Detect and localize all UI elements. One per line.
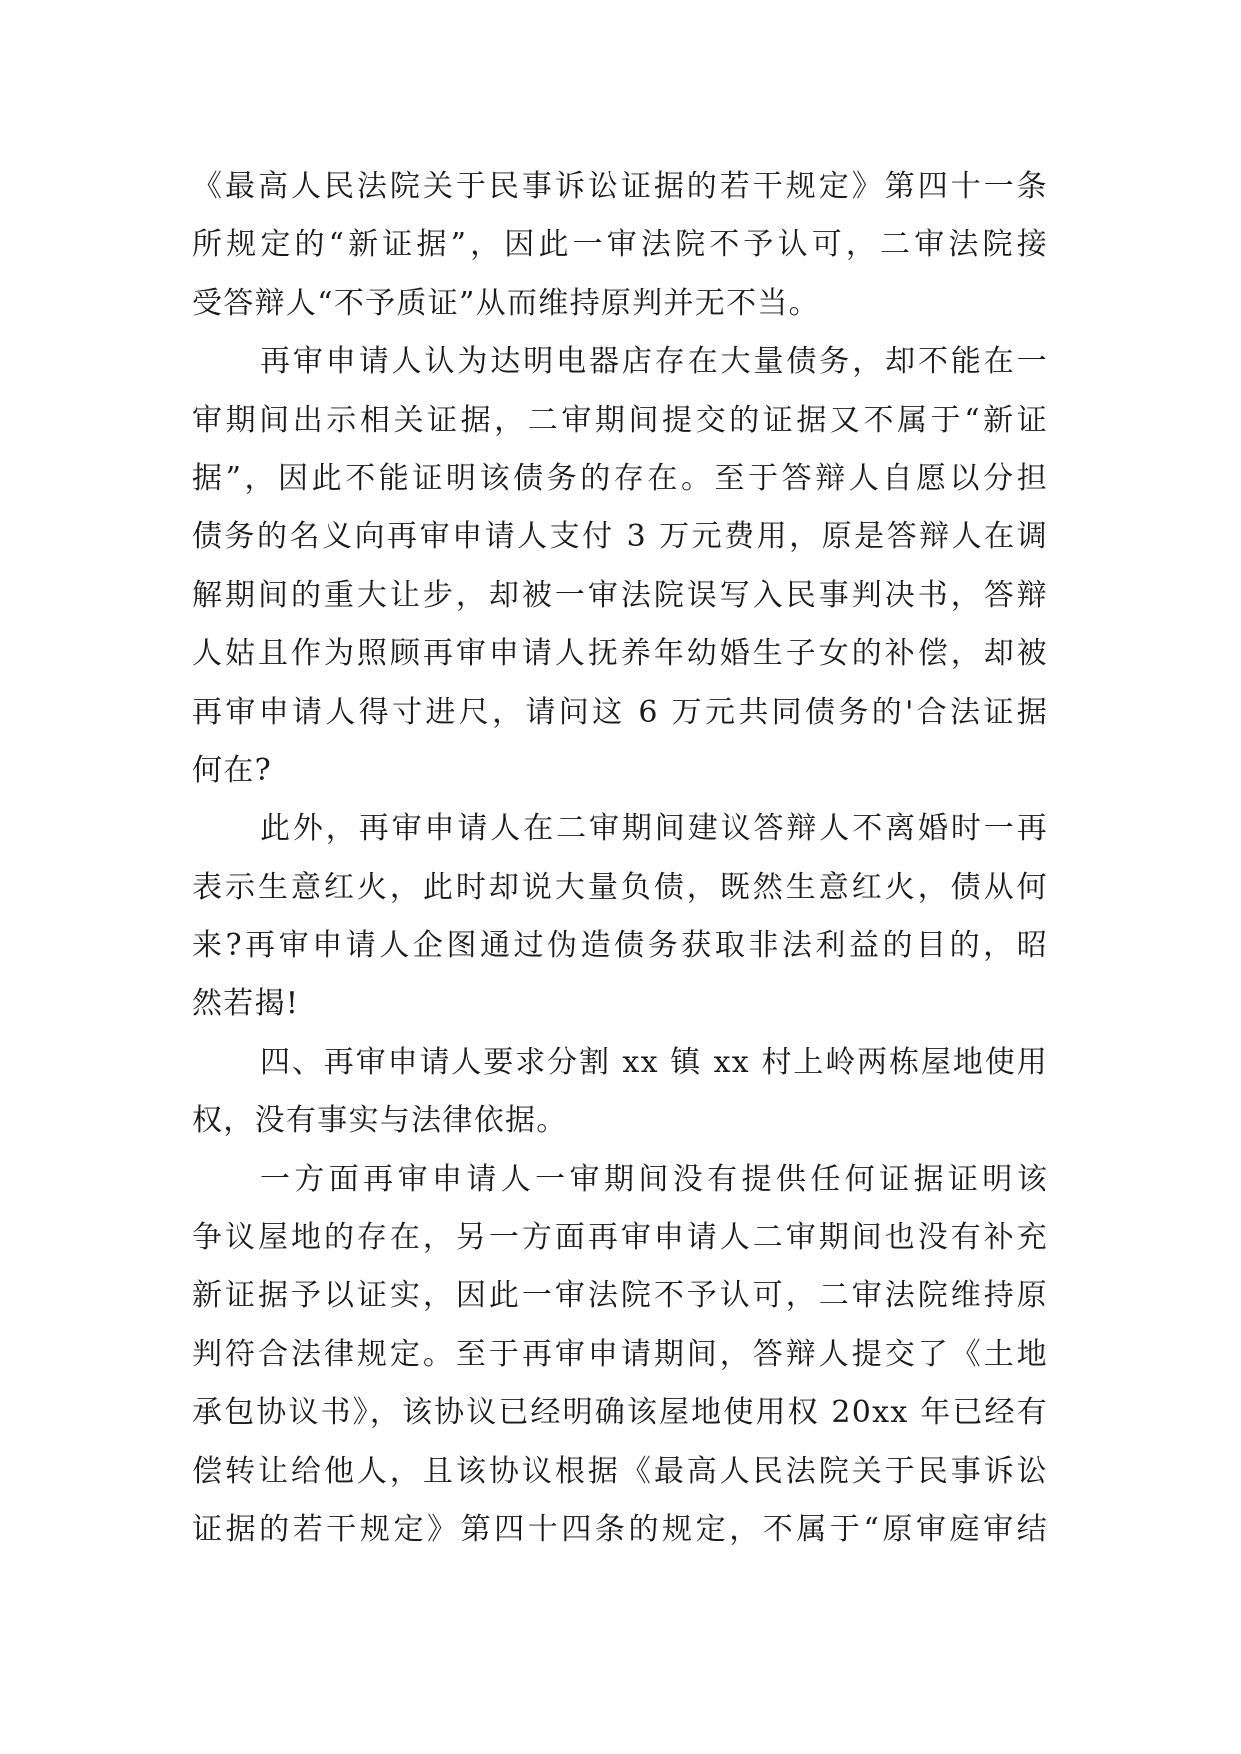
text-line: 新证据予以证实，因此一审法院不予认可，二审法院维持原 xyxy=(192,1278,1048,1314)
text-line: 再审申请人得寸进尺，请问这 6 万元共同债务的'合法证据 xyxy=(192,694,1048,730)
text-line: 来?再审申请人企图通过伪造债务获取非法利益的目的，昭 xyxy=(192,928,1048,964)
paragraph-first-line: 一方面再审申请人一审期间没有提供任何证据证明该 xyxy=(260,1161,1048,1197)
paragraph-first-line: 此外，再审申请人在二审期间建议答辩人不离婚时一再 xyxy=(260,811,1048,847)
text-line: 人姑且作为照顾再审申请人抚养年幼婚生子女的补偿，却被 xyxy=(192,636,1048,672)
text-line: 表示生意红火，此时却说大量负债，既然生意红火，债从何 xyxy=(192,869,1048,905)
section-heading-line: 四、再审申请人要求分割 xx 镇 xx 村上岭两栋屋地使用 xyxy=(260,1044,1048,1080)
text-line: 证据的若干规定》第四十四条的规定，不属于“原审庭审结 xyxy=(192,1511,1048,1547)
document-body xyxy=(192,158,1048,1559)
text-line: 权，没有事实与法律依据。 xyxy=(192,1103,568,1139)
paragraph-first-line: 再审申请人认为达明电器店存在大量债务，却不能在一 xyxy=(260,344,1048,380)
text-line: 据”，因此不能证明该债务的存在。至于答辩人自愿以分担 xyxy=(192,460,1048,496)
text-line: 然若揭! xyxy=(192,986,300,1022)
text-line: 偿转让给他人，且该协议根据《最高人民法院关于民事诉讼 xyxy=(192,1453,1048,1489)
text-line: 何在? xyxy=(192,752,272,788)
text-line: 争议屋地的存在，另一方面再审申请人二审期间也没有补充 xyxy=(192,1220,1048,1256)
text-line: 审期间出示相关证据，二审期间提交的证据又不属于“新证 xyxy=(192,402,1048,438)
text-line: 解期间的重大让步，却被一审法院误写入民事判决书，答辩 xyxy=(192,577,1048,613)
text-line: 债务的名义向再审申请人支付 3 万元费用，原是答辩人在调 xyxy=(192,519,1048,555)
text-line: 判符合法律规定。至于再审申请期间，答辩人提交了《土地 xyxy=(192,1336,1048,1372)
text-line: 所规定的“新证据”，因此一审法院不予认可，二审法院接 xyxy=(192,227,1048,263)
text-line: 受答辩人“不予质证”从而维持原判并无不当。 xyxy=(192,285,820,321)
text-line: 《最高人民法院关于民事诉讼证据的若干规定》第四十一条 xyxy=(192,169,1048,204)
text-line: 承包协议书》，该协议已经明确该屋地使用权 20xx 年已经有 xyxy=(192,1395,1048,1431)
